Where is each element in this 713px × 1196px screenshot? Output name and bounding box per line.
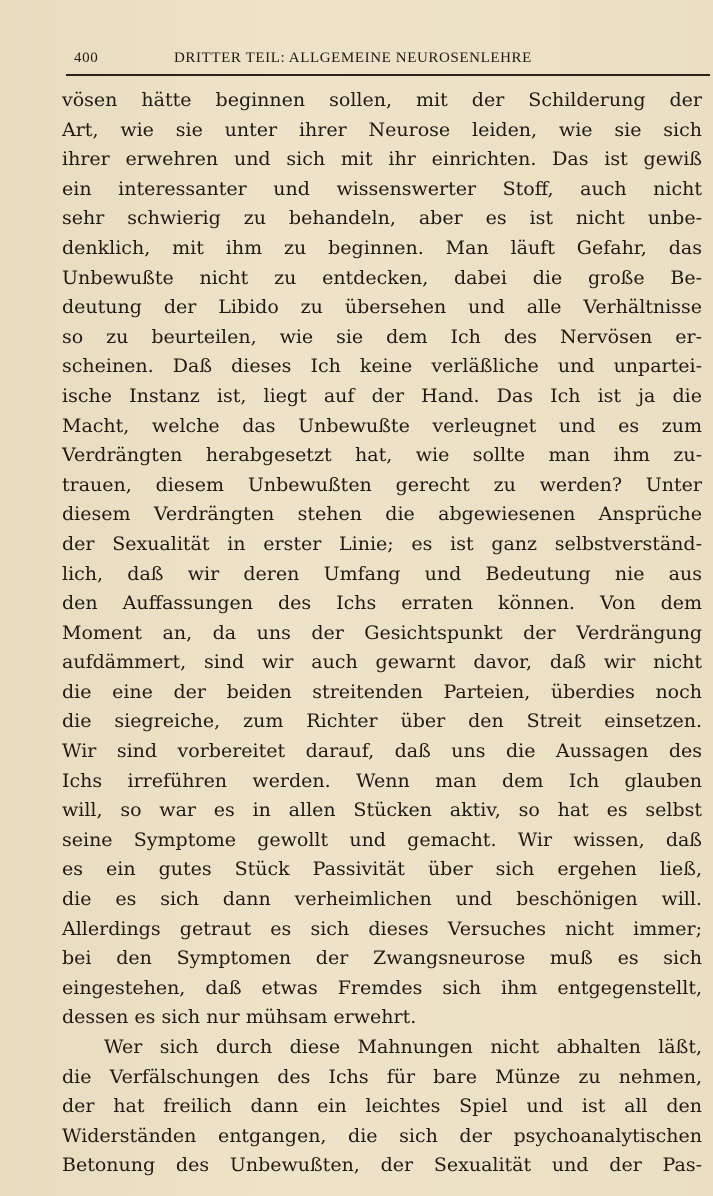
text-line: der hat freilich dann ein leichtes Spiel und ist all den: [62, 1095, 702, 1118]
text-line: Unbewußte nicht zu entdecken, dabei die große Be-: [62, 266, 702, 289]
text-line: der Sexualität in erster Linie; es ist ganz selbstverständ-: [62, 532, 702, 555]
text-line: Moment an, da uns der Gesichtspunkt der Verdrängung: [62, 621, 702, 644]
text-line: dessen es sich nur mühsam erwehrt.: [62, 1006, 417, 1029]
text-line: Widerständen entgangen, die sich der psychoanalytischen: [62, 1124, 702, 1147]
text-line: bei den Symptomen der Zwangsneurose muß es sich: [62, 947, 702, 970]
text-line: diesem Verdrängten stehen die abgewiesenen Ansprüche: [62, 503, 702, 526]
text-line: den Auffassungen des Ichs erraten können. Von dem: [62, 592, 702, 615]
running-head: DRITTER TEIL: ALLGEMEINE NEUROSENLEHRE: [174, 50, 532, 66]
text-line: deutung der Libido zu übersehen und alle Verhältnisse: [62, 296, 702, 319]
text-line: Ichs irreführen werden. Wenn man dem Ich glauben: [62, 769, 702, 792]
text-line: die siegreiche, zum Richter über den Streit einsetzen.: [62, 710, 702, 733]
text-line: will, so war es in allen Stücken aktiv, so hat es selbst: [62, 799, 702, 822]
text-line: die eine der beiden streitenden Parteien, überdies noch: [62, 680, 702, 703]
text-line: Allerdings getraut es sich dieses Versuches nicht immer;: [62, 917, 702, 940]
text-line: Verdrängten herabgesetzt hat, wie sollte man ihm zu-: [62, 444, 702, 467]
text-line: scheinen. Daß dieses Ich keine verläßliche und unpartei-: [62, 355, 702, 378]
text-line: so zu beurteilen, wie sie dem Ich des Nervösen er-: [62, 325, 702, 348]
text-line: ische Instanz ist, liegt auf der Hand. Das Ich ist ja die: [62, 384, 702, 407]
text-line: die Verfälschungen des Ichs für bare Münze zu nehmen,: [62, 1065, 702, 1088]
text-line: lich, daß wir deren Umfang und Bedeutung nie aus: [62, 562, 702, 585]
text-line: die es sich dann verheimlichen und beschönigen will.: [62, 888, 702, 911]
page-header: [74, 50, 710, 67]
header-rule: [66, 74, 710, 76]
text-line: vösen hätte beginnen sollen, mit der Schilderung der: [62, 89, 702, 111]
text-line: Wer sich durch diese Mahnungen nicht abhalten läßt,: [104, 1036, 702, 1058]
text-line: es ein gutes Stück Passivität über sich ergehen ließ,: [62, 858, 702, 881]
text-line: aufdämmert, sind wir auch gewarnt davor, daß wir nicht: [62, 651, 702, 674]
text-line: seine Symptome gewollt und gemacht. Wir wissen, daß: [62, 828, 702, 851]
page-number: 400: [74, 50, 99, 66]
text-line: sehr schwierig zu behandeln, aber es ist nicht unbe-: [62, 207, 702, 230]
text-line: eingestehen, daß etwas Fremdes sich ihm entgegenstellt,: [62, 976, 702, 999]
paragraph-1: [62, 86, 702, 1033]
text-line: ein interessanter und wissenswerter Stoff, auch nicht: [62, 177, 702, 200]
text-line: ihrer erwehren und sich mit ihr einrichten. Das ist gewiß: [62, 148, 702, 171]
body-text: [62, 86, 702, 1181]
text-line: Macht, welche das Unbewußte verleugnet und es zum: [62, 414, 702, 437]
paragraph-2: [62, 1033, 702, 1181]
text-line: trauen, diesem Unbewußten gerecht zu werden? Unter: [62, 473, 702, 496]
text-line: Wir sind vorbereitet darauf, daß uns die Aussagen des: [62, 740, 702, 763]
text-line: Art, wie sie unter ihrer Neurose leiden, wie sie sich: [62, 118, 702, 141]
text-line: denklich, mit ihm zu beginnen. Man läuft Gefahr, das: [62, 236, 702, 259]
text-line: Betonung des Unbewußten, der Sexualität und der Pas-: [62, 1154, 702, 1177]
